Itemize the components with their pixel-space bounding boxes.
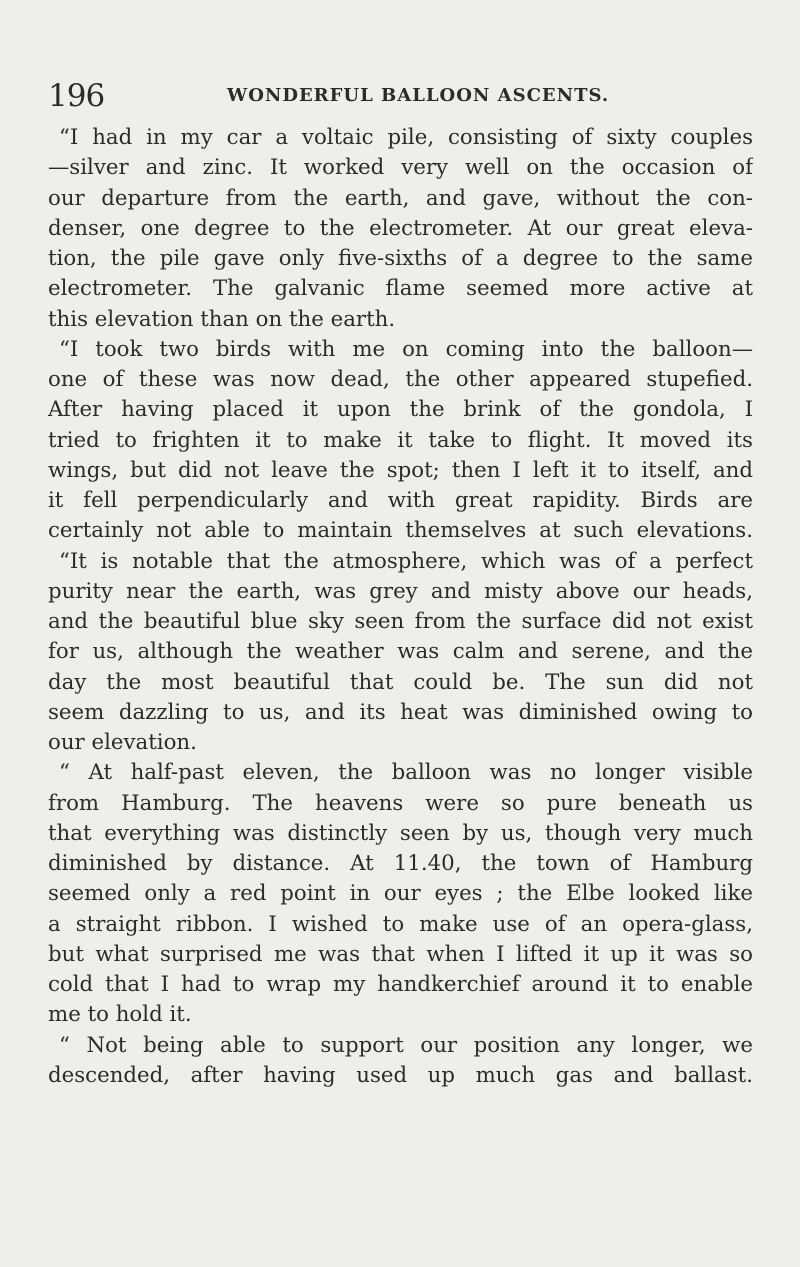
text-line: descended, after having used up much gas and ballast. bbox=[48, 1062, 753, 1088]
text-line: “ Not being able to support our position any longer, we bbox=[59, 1032, 753, 1058]
text-line: me to hold it. bbox=[48, 1002, 192, 1028]
text-line: and the beautiful blue sky seen from the surface did not exist bbox=[48, 609, 753, 634]
text-line: but what surprised me was that when I lifted it up it was so bbox=[48, 941, 753, 967]
text-line: one of these was now dead, the other appeared stupefied. bbox=[48, 367, 753, 392]
text-line: “It is notable that the atmosphere, which was of a perfect bbox=[59, 548, 753, 574]
text-line: seem dazzling to us, and its heat was diminished owing to bbox=[48, 699, 753, 725]
text-line: electrometer. The galvanic flame seemed more active at bbox=[48, 276, 753, 302]
text-line: “I had in my car a voltaic pile, consisting of sixty couples bbox=[59, 125, 753, 150]
text-line: —silver and zinc. It worked very well on the occasion of bbox=[48, 155, 753, 181]
text-line: a straight ribbon. I wished to make use of an opera-glass, bbox=[48, 911, 753, 937]
text-line: purity near the earth, was grey and misty above our heads, bbox=[48, 578, 753, 604]
body-text bbox=[48, 123, 753, 1091]
text-line: “ At half-past eleven, the balloon was no longer visible bbox=[59, 760, 753, 786]
text-line: for us, although the weather was calm and serene, and the bbox=[48, 639, 753, 665]
text-line: denser, one degree to the electrometer. At our great eleva- bbox=[48, 215, 753, 241]
text-line: our departure from the earth, and gave, without the con- bbox=[48, 185, 753, 211]
running-head bbox=[48, 76, 753, 116]
text-line: diminished by distance. At 11.40, the town of Hamburg bbox=[48, 851, 753, 876]
text-line: tried to frighten it to make it take to flight. It moved its bbox=[48, 427, 753, 453]
page-number: 196 bbox=[48, 78, 105, 114]
text-line: tion, the pile gave only five-sixths of a degree to the same bbox=[48, 246, 753, 271]
text-line: it fell perpendicularly and with great rapidity. Birds are bbox=[48, 488, 753, 513]
text-line: day the most beautiful that could be. The sun did not bbox=[48, 669, 753, 695]
text-line: from Hamburg. The heavens were so pure beneath us bbox=[48, 790, 753, 816]
text-line: certainly not able to maintain themselves at such elevations. bbox=[48, 518, 753, 544]
text-line: wings, but did not leave the spot; then I left it to itself, and bbox=[48, 457, 753, 483]
text-line: cold that I had to wrap my handkerchief around it to enable bbox=[48, 972, 753, 997]
text-line: “I took two birds with me on coming into the balloon— bbox=[59, 336, 753, 362]
running-title: WONDERFUL BALLOON ASCENTS. bbox=[227, 85, 610, 106]
text-line: seemed only a red point in our eyes ; the Elbe looked like bbox=[48, 881, 753, 907]
text-line: this elevation than on the earth. bbox=[48, 306, 396, 332]
text-line: our elevation. bbox=[48, 730, 197, 755]
text-line: that everything was distinctly seen by us, though very much bbox=[48, 820, 753, 846]
text-line: After having placed it upon the brink of the gondola, I bbox=[48, 397, 753, 423]
